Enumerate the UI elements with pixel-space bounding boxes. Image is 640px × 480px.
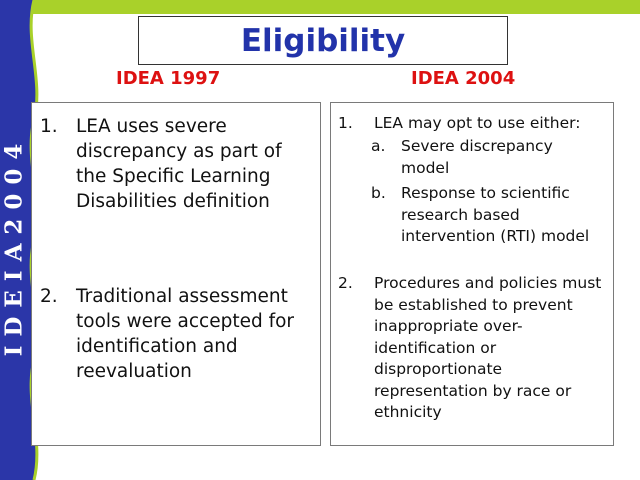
slide-title: Eligibility	[138, 16, 508, 65]
idea-1997-panel	[31, 102, 321, 446]
item-number: 2.	[338, 274, 353, 292]
item-text: Severe discrepancy model	[401, 137, 553, 177]
item-number: 2.	[40, 286, 58, 307]
item-text: Procedures and policies must be established to prevent inappropriate over-identification or disproportionate representation by race or ethnicity	[374, 274, 602, 421]
idea-2004-panel	[330, 102, 614, 446]
list-item	[338, 273, 608, 424]
item-letter: a.	[371, 137, 386, 155]
list-item	[338, 113, 608, 135]
list-item	[371, 136, 601, 179]
item-text: Traditional assessment tools were accepted for identification and reevaluation	[76, 286, 295, 382]
item-text: Response to scientific research based intervention (RTI) model	[401, 184, 590, 245]
item-number: 1.	[338, 114, 353, 132]
list-item	[371, 183, 601, 248]
item-number: 1.	[40, 116, 58, 137]
item-text: LEA may opt to use either:	[374, 114, 581, 132]
side-label-text: IDEIA2004	[0, 134, 28, 356]
item-text: LEA uses severe discrepancy as part of the Specific Learning Disabilities definition	[76, 116, 282, 212]
heading-idea-1997: IDEA 1997	[116, 68, 221, 89]
side-label	[0, 110, 28, 380]
list-item	[40, 114, 310, 214]
heading-idea-2004: IDEA 2004	[411, 68, 516, 89]
item-letter: b.	[371, 184, 386, 202]
top-accent-bar	[0, 0, 640, 14]
list-item	[40, 284, 310, 384]
